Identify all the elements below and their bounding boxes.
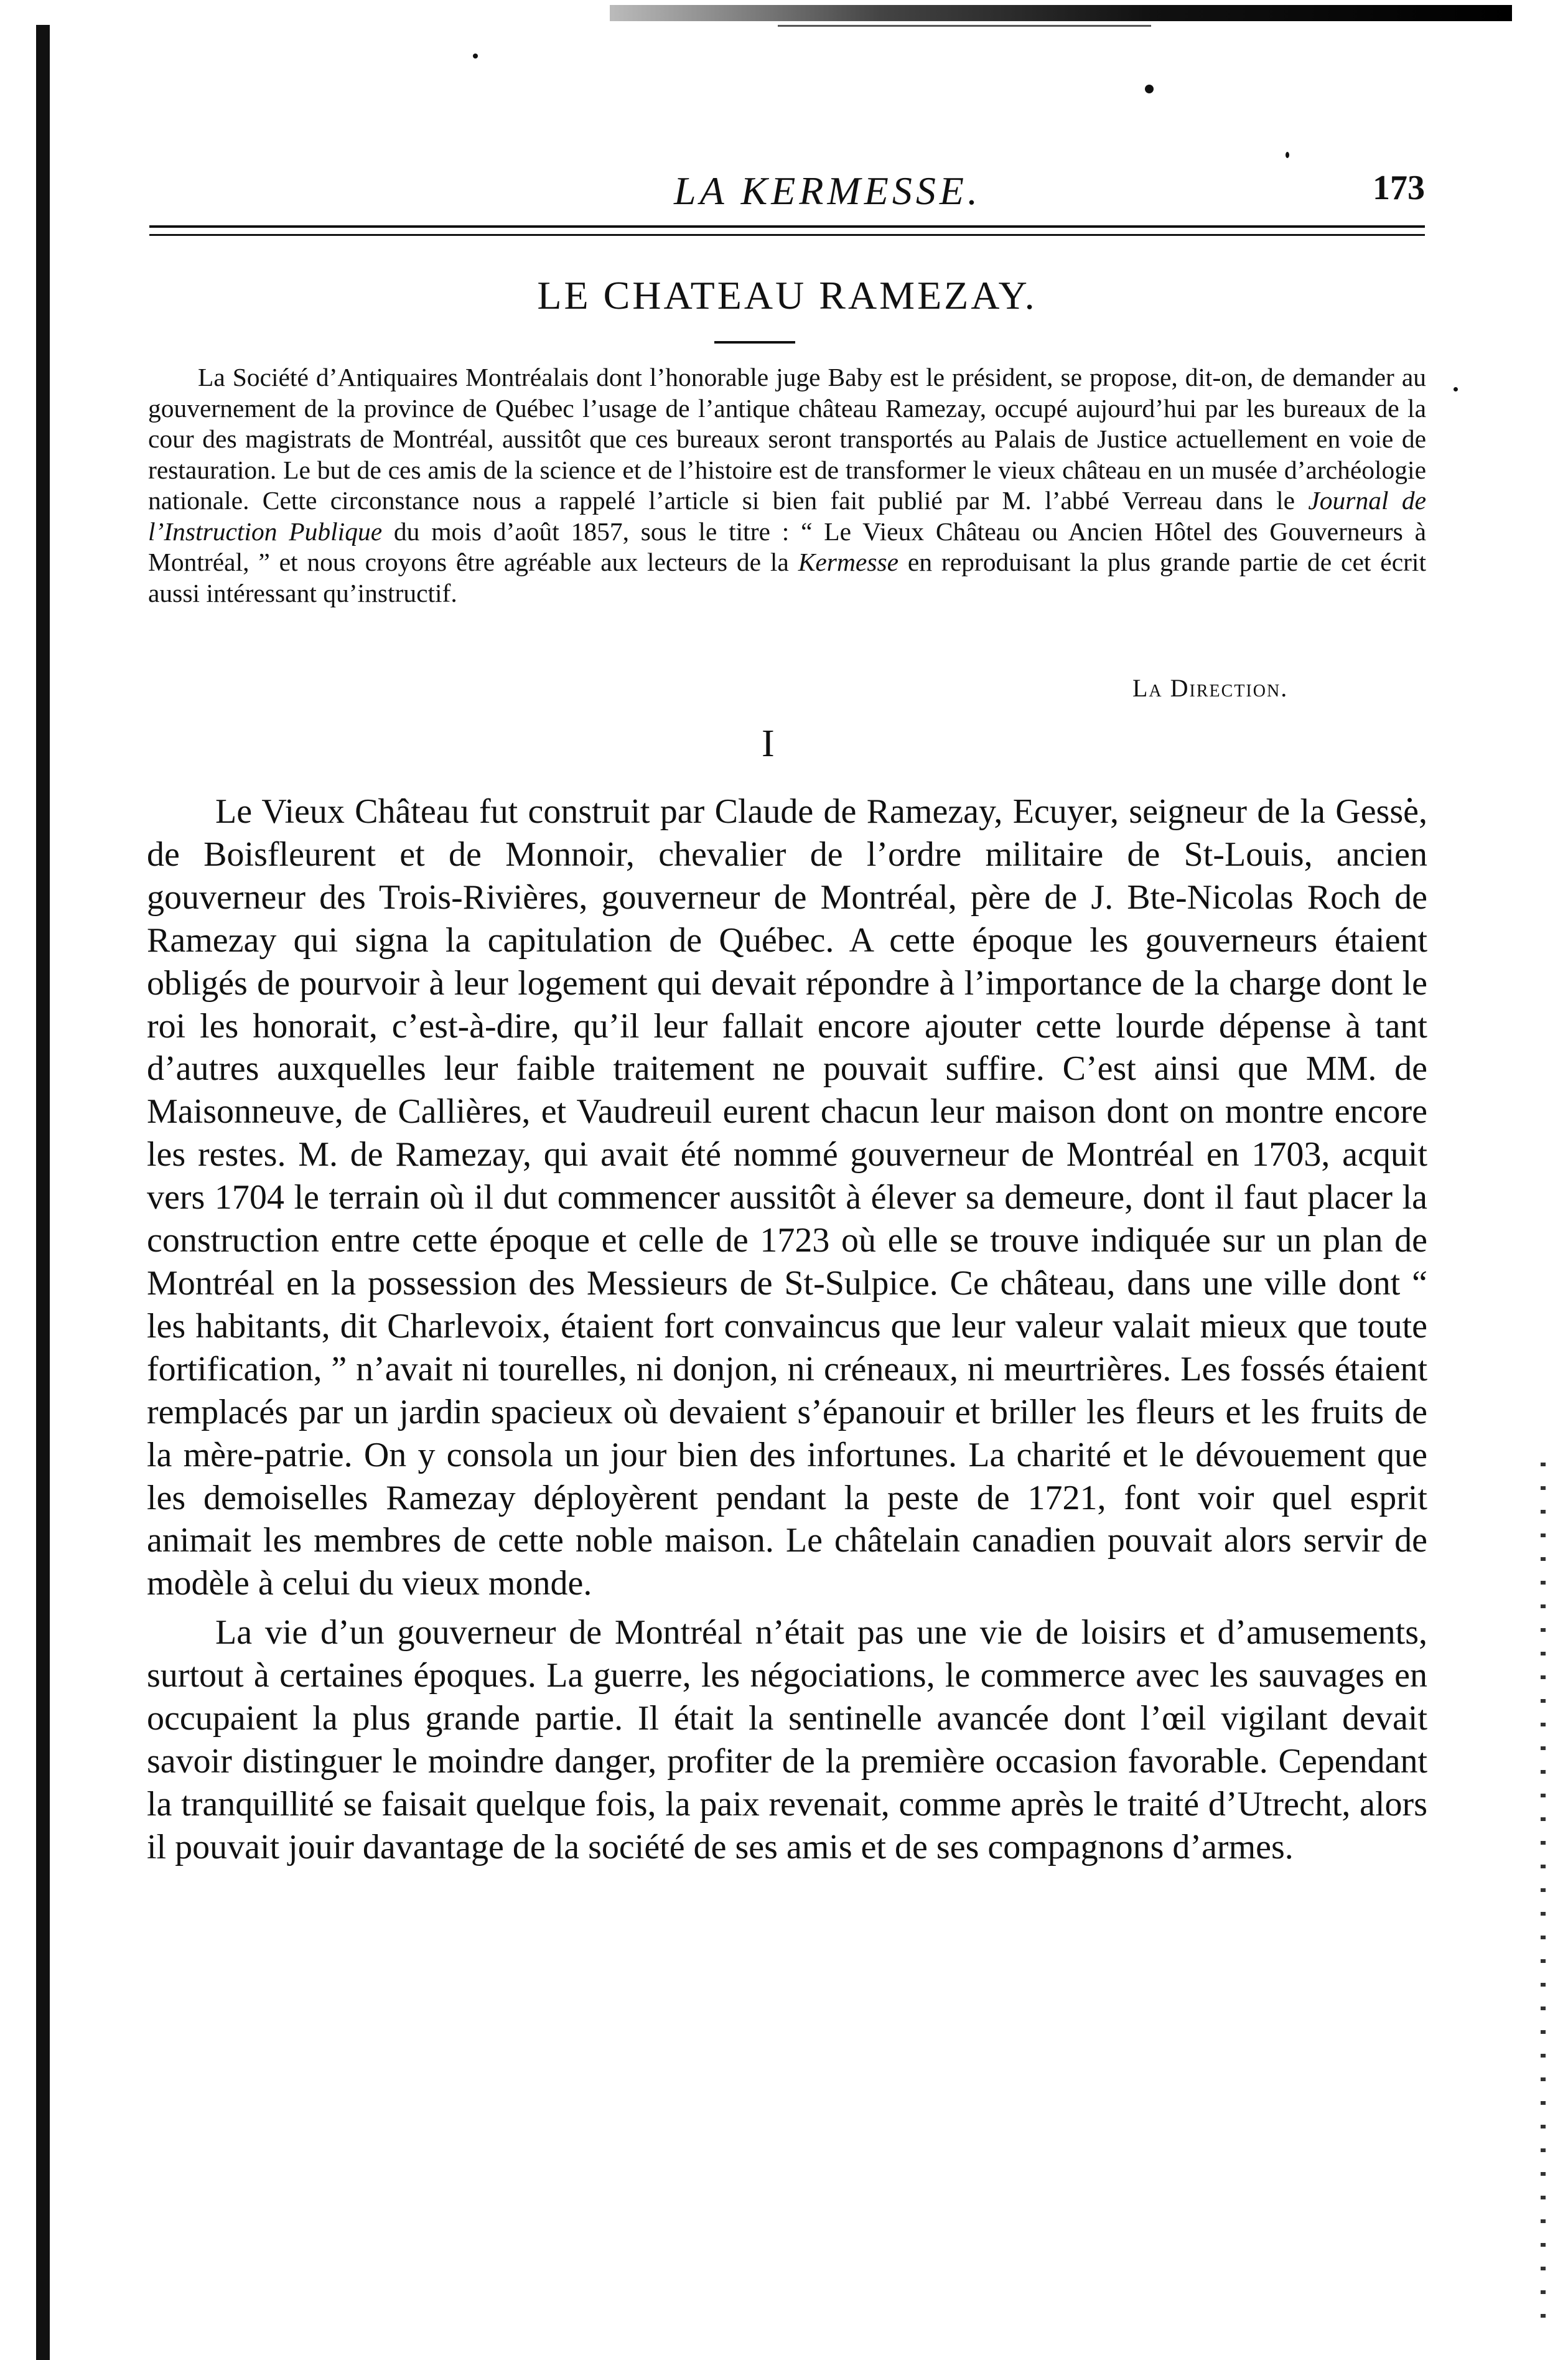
journal-title: Journal de l’Instruction Publique: [148, 486, 1426, 546]
article-title: LE CHATEAU RAMEZAY.: [537, 273, 1037, 317]
section-numeral: I: [762, 723, 775, 765]
scan-speck: [1454, 387, 1458, 391]
editorial-introduction: [148, 362, 1426, 609]
intro-text-part-1: La Société d’Antiquaires Montréalais dont l’honorable juge Baby est le président, se propose, dit-on, de demander au gouvernement de la province de Québec l’usage de l’antique château Ramezay, occupé aujourd’hui par les bureaux de la cour des magistrats de Montréal, aussitôt que ces bureaux seront transportés au Palais de Justice actuellement en voie de restauration. Le but de ces amis de la science et de l’histoire est de transformer le vieux château en un musée d’archéologie nationale. Cette circonstance nous a rappelé l’article si bien fait publié par M. l’abbé Verreau dans le: [148, 363, 1426, 515]
scan-speck: [473, 54, 478, 59]
header-rule-top: [149, 225, 1425, 228]
scan-left-edge-shadow: [36, 25, 50, 2360]
scan-top-edge-thin-mark: [778, 25, 1151, 27]
title-divider: [714, 341, 795, 344]
running-head: [149, 168, 1425, 218]
article-body: [147, 790, 1427, 1875]
scan-right-edge-noise: [1541, 1463, 1546, 2321]
scan-speck: [1145, 85, 1154, 93]
kermesse-title: Kermesse: [798, 548, 899, 576]
running-title: LA KERMESSE.: [674, 169, 981, 213]
body-paragraph: Le Vieux Château fut construit par Claude de Ramezay, Ecuyer, seigneur de la Gesse, de Boisfleurent et de Monnoir, chevalier de l’ordre militaire de St-Louis, ancien gouverneur des Trois-Rivières, gouverneur de Montréal, père de J. Bte-Nicolas Roch de Ramezay qui signa la capitulation de Québec. A cette époque les gouverneurs étaient obligés de pourvoir à leur logement qui devait répondre à l’importance de la charge dont le roi les honorait, c’est-à-dire, qu’il leur fallait encore ajouter cette lourde dépense à tant d’autres auxquelles leur faible traitement ne pouvait suffire. C’est ainsi que MM. de Maisonneuve, de Callières, et Vaudreuil eurent chacun leur maison dont on montre encore les restes. M. de Ramezay, qui avait été nommé gouverneur de Montréal en 1703, acquit vers 1704 le terrain où il dut commencer aussitôt à élever sa demeure, dont il faut placer la construction entre cette époque et celle de 1723 où elle se trouve indiquée sur un plan de Montréal en la possession des Messieurs de St-Sulpice. Ce château, dans une ville dont “ les habitants, dit Charlevoix, étaient fort convaincus que leur valeur valait mieux que toute fortification, ” n’avait ni tourelles, ni donjon, ni créneaux, ni meurtrières. Les fossés étaient remplacés par un jardin spacieux où devaient s’épanouir et briller les fleurs et les fruits de la mère-patrie. On y consola un jour bien des infortunes. La charité et le dévouement que les demoiselles Ramezay déployèrent pendant la peste de 1721, font voir quel esprit animait les membres de cette noble maison. Le châtelain canadien pouvait alors servir de modèle à celui du vieux monde.: [147, 792, 1427, 1603]
page-number: 173: [1373, 169, 1425, 207]
intro-text-part-3: en reproduisant la plus grande partie de cet écrit aussi intéressant qu’instructif.: [148, 548, 1426, 607]
editorial-signature: La Direction.: [1132, 674, 1289, 702]
header-rule-bottom: [149, 234, 1425, 236]
intro-text-part-2: du mois d’août 1857, sous le titre : “ Le Vieux Château ou Ancien Hôtel des Gouverneurs à Montréal, ” et nous croyons être agréable aux lecteurs de la: [148, 517, 1427, 576]
body-paragraph: La vie d’un gouverneur de Montréal n’était pas une vie de loisirs et d’amusements, surtout à certaines époques. La guerre, les négociations, le commerce avec les sauvages en occupaient la plus grande partie. Il était la sentinelle avancée dont l’œil vigilant devait savoir distinguer le moindre danger, profiter de la première occasion favorable. Cependant la tranquillité se faisait quelque fois, la paix revenait, comme après le traité d’Utrecht, alors il pouvait jouir davantage de la société de ses amis et de ses compagnons d’armes.: [147, 1613, 1427, 1866]
scan-speck: [1286, 152, 1289, 158]
scan-top-edge-mark: [610, 5, 1512, 21]
